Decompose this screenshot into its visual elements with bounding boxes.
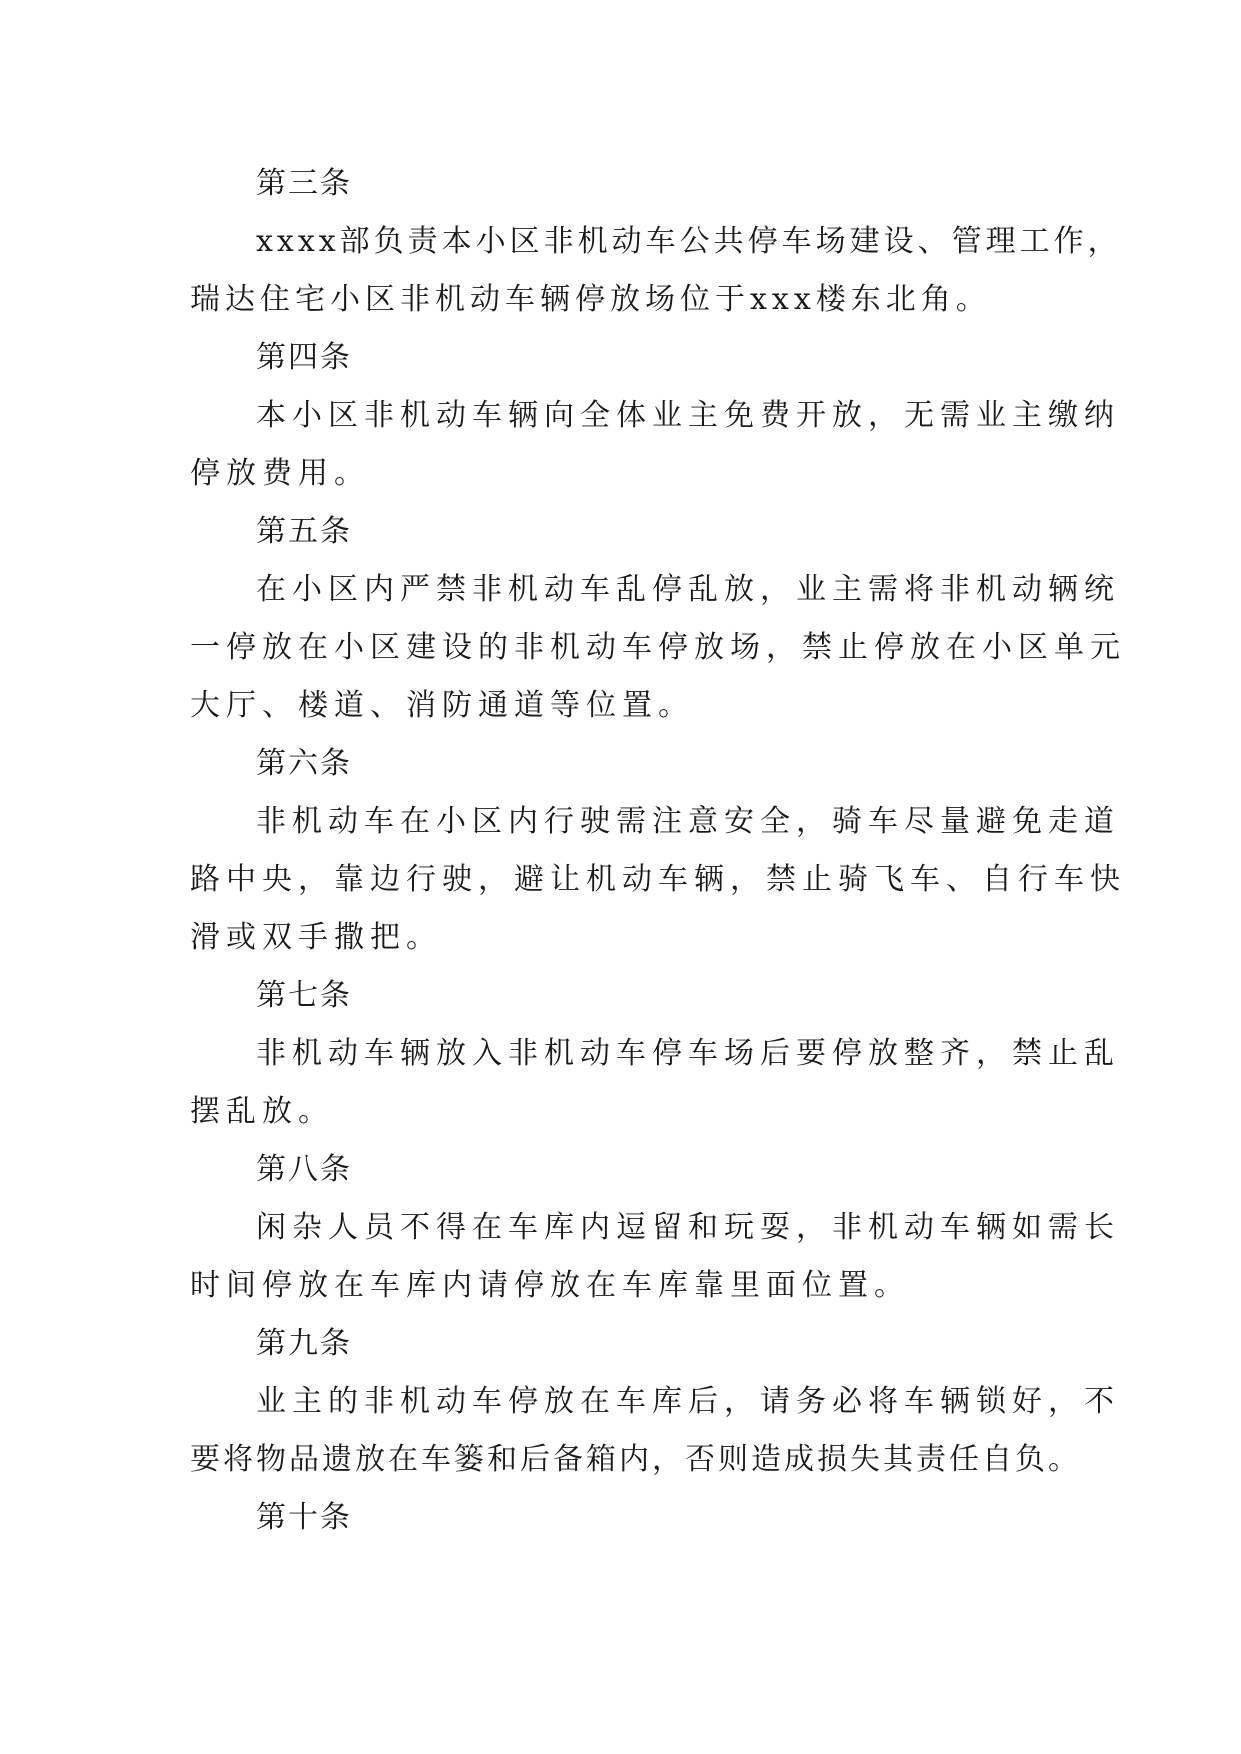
article-5-line-3: 大厅、楼道、消防通道等位置。 <box>190 688 694 723</box>
article-10-heading: 第十条 <box>256 1500 352 1535</box>
article-7-line-1: 非机动车辆放入非机动车停车场后要停放整齐，禁止乱 <box>256 1036 1120 1071</box>
article-8-line-1: 闲杂人员不得在车库内逗留和玩耍，非机动车辆如需长 <box>256 1210 1120 1245</box>
article-8-line-2: 时间停放在车库内请停放在车库靠里面位置。 <box>190 1268 910 1303</box>
article-5-heading: 第五条 <box>256 514 352 549</box>
article-5-line-2: 一停放在小区建设的非机动车停放场，禁止停放在小区单元 <box>190 630 1126 665</box>
article-6-line-2: 路中央，靠边行驶，避让机动车辆，禁止骑飞车、自行车快 <box>190 862 1126 897</box>
article-3-line-2: 瑞达住宅小区非机动车辆停放场位于xxx楼东北角。 <box>190 282 991 317</box>
article-5-line-1: 在小区内严禁非机动车乱停乱放，业主需将非机动辆统 <box>256 572 1120 607</box>
article-6-line-3: 滑或双手撒把。 <box>190 920 442 955</box>
article-7-heading: 第七条 <box>256 978 352 1013</box>
article-6-heading: 第六条 <box>256 746 352 781</box>
article-9-line-1: 业主的非机动车停放在车库后，请务必将车辆锁好，不 <box>256 1384 1120 1419</box>
article-9-heading: 第九条 <box>256 1326 352 1361</box>
article-3-line-1: xxxx部负责本小区非机动车公共停车场建设、管理工作， <box>256 224 1122 259</box>
article-4-heading: 第四条 <box>256 340 352 375</box>
article-3-heading: 第三条 <box>256 166 352 201</box>
article-4-line-1: 本小区非机动车辆向全体业主免费开放，无需业主缴纳 <box>256 398 1120 433</box>
article-9-line-2: 要将物品遗放在车篓和后备箱内，否则造成损失其责任自负。 <box>190 1442 1081 1477</box>
article-6-line-1: 非机动车在小区内行驶需注意安全，骑车尽量避免走道 <box>256 804 1120 839</box>
article-8-heading: 第八条 <box>256 1152 352 1187</box>
article-7-line-2: 摆乱放。 <box>190 1094 334 1129</box>
article-4-line-2: 停放费用。 <box>190 456 370 491</box>
